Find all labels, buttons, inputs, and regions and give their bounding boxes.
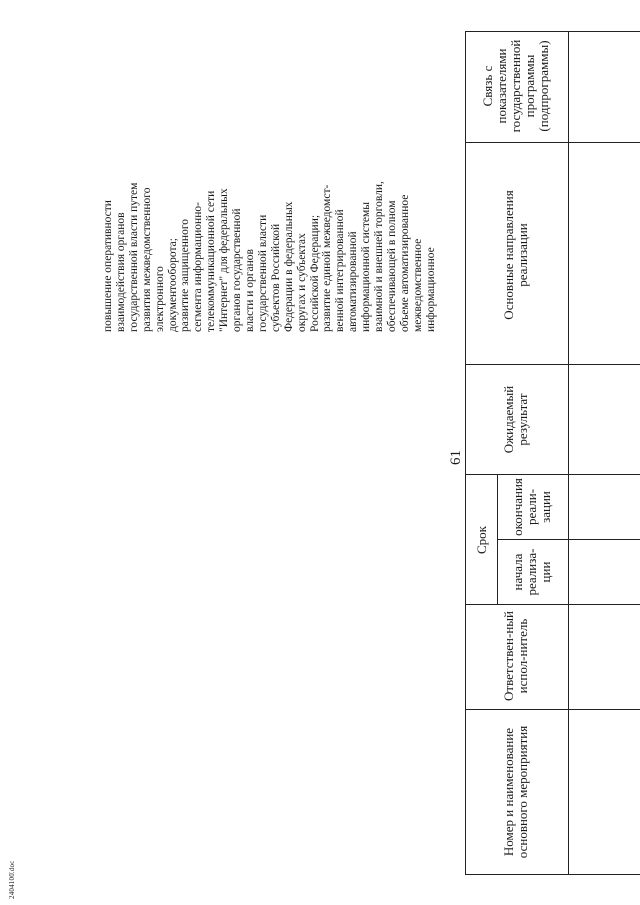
table-top-border [465, 32, 466, 875]
col-divider-5 [465, 364, 640, 365]
footer-doc-code: 2404100̈.doc [8, 860, 16, 899]
term-group-divider [497, 475, 498, 605]
table-right-border [465, 31, 640, 32]
main-directions-text: повышение оперативности взаимодействия органов государственной власти путем развития межведомственного электронного документооборота; развитие защищенного сегмента информационно- телекоммуникационной сети "Интернет" для федеральных органов государственной власти и органов государственной власти субъектов Российской Федерации в федеральных округах и субъектах Российской Федерации; развитие единой межведомст- венной интегрированной автоматизированной информационной системы взаимной и внешней торговли, обеспечивающей в полном объеме автоматизированное межведомственное информационное [102, 181, 437, 332]
header-number-name: Номер и наименование основного мероприятия [501, 725, 530, 859]
header-end: окончания реали-зации [510, 478, 553, 536]
header-main-directions: Основные направления реализации [501, 190, 530, 320]
header-bottom-border [568, 32, 569, 875]
header-start: начала реализа-ции [510, 548, 553, 596]
col-divider-3 [497, 539, 640, 540]
col-divider-1 [465, 709, 640, 710]
header-link-indicators: Связь с показателями государственной программы (подпрограммы) [480, 39, 551, 133]
page-number: 61 [448, 450, 464, 465]
header-expected-result: Ожидаемый результат [501, 385, 530, 454]
header-responsible: Ответствен-ный испол-нитель [501, 611, 530, 701]
header-term: Срок [474, 526, 489, 554]
table-left-border [465, 874, 640, 875]
col-divider-6 [465, 142, 640, 143]
